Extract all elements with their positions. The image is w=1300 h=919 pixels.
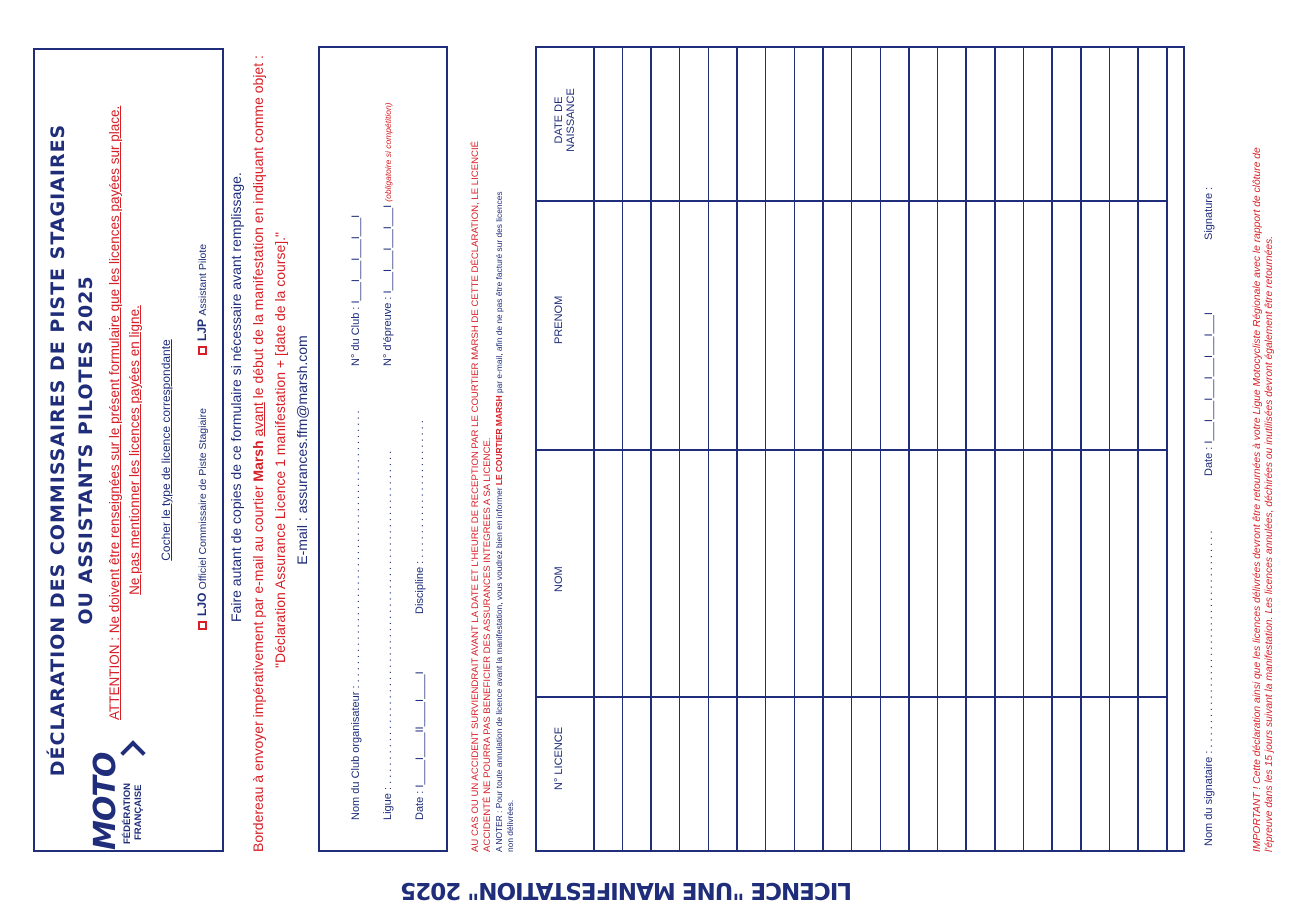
ljo-code: LJO	[195, 592, 209, 616]
table-row-separator	[851, 46, 853, 852]
send-instruction-a: Bordereau à envoyer impérativement par e-mail au courtier	[250, 481, 266, 852]
table-row-separator	[708, 46, 710, 852]
footer-signature	[1203, 46, 1223, 846]
table-row-separator	[679, 46, 681, 852]
table-row-separator	[794, 46, 796, 852]
table-row-separator	[822, 46, 824, 852]
table-row-separator	[880, 46, 882, 852]
table-row-separator	[622, 46, 624, 852]
epreuve-number-field[interactable]	[382, 102, 394, 366]
table-row-separator	[1137, 46, 1139, 852]
table-row-separator	[650, 46, 652, 852]
warning-line2: ACCIDENTÉ NE POURRA PAS BENEFICIER DES ASSURANCES INTEGREES A SA LICENCE.	[482, 437, 493, 852]
header-date-naissance-label: DATE DE NAISSANCE	[553, 88, 577, 152]
ffm-logo	[88, 730, 158, 850]
signataire-name-field[interactable]: Nom du signataire : . . . . . . . . . . . . . . . . . . . . . . . . . . . . . . . . . . . .	[1203, 530, 1215, 846]
email-subject: "Déclaration Assurance Licence 1 manifestation + [date de la course]."	[272, 231, 288, 669]
important-line1: IMPORTANT ! Cette déclaration ainsi que les licences délivrées devront être retournées à votre Ligue Motocycliste Régionale avec le rapport de clôture de	[1252, 147, 1263, 852]
table-row-separator	[736, 46, 738, 852]
warning-block	[470, 40, 530, 852]
attention-text	[107, 60, 122, 720]
ljo-option[interactable]	[195, 408, 209, 630]
table-row-separator	[1023, 46, 1025, 852]
signature-date-field[interactable]: Date : I___I___I___I___I___I___I	[1203, 312, 1215, 476]
header-date-naissance	[553, 80, 577, 160]
epreuve-number-label: N° d'épreuve : I___I___I___I___I	[382, 204, 394, 366]
ljp-checkbox[interactable]	[198, 346, 207, 355]
table-row-separator	[965, 46, 967, 852]
cancel-note-line2: non délivrées.	[505, 799, 515, 852]
cancel-note	[494, 191, 504, 852]
logo-line2: FRANÇAISE	[133, 784, 144, 840]
table-row-separator	[937, 46, 939, 852]
important-line2: l'épreuve dans les 15 jours suivant la manifestation. Les licences annulées, déchirées ou inutilisées devront également être retournées.	[1264, 235, 1275, 852]
signature-field[interactable]: Signature :	[1203, 186, 1215, 240]
side-banner: LICENCE "UNE MANIFESTATION" 2025	[401, 877, 852, 903]
attention-line2: Ne pas mentionner les licences payées en ligne.	[127, 305, 142, 595]
table-row-separator	[1166, 46, 1168, 852]
cocher-instruction: Cocher le type de licence correspondante	[159, 339, 173, 561]
header-prenom: PRENOM	[553, 295, 565, 344]
send-instruction-avant: avant	[250, 402, 266, 437]
table-row-separator	[1109, 46, 1111, 852]
ljp-label: Assistant Pilote	[197, 243, 209, 316]
table-row-separator	[593, 46, 595, 852]
ljo-checkbox[interactable]	[198, 621, 207, 630]
logo-line1: FÉDÉRATION	[122, 782, 133, 844]
send-instruction	[250, 55, 266, 852]
ljo-label: Officiel Commissaire de Piste Stagiaire	[197, 408, 209, 590]
ljp-code: LJP	[195, 318, 209, 341]
date-field[interactable]: Date : I____I____II____I____I	[414, 671, 426, 820]
attention-prefix: ATTENTION :	[107, 633, 122, 720]
ljp-option[interactable]	[195, 244, 209, 355]
header-licence: N° LICENCE	[553, 726, 565, 790]
cancel-note-c: par e-mail, afin de ne pas être facturé sur des licences	[494, 191, 504, 396]
attention-body: Ne doivent être renseignées sur le présent formulaire que les licences payées sur place.	[107, 105, 122, 634]
table-row-separator	[1080, 46, 1082, 852]
header-nom: NOM	[553, 566, 565, 592]
send-instruction-marsh: Marsh	[250, 440, 266, 482]
obligatoire-note: (obligatoire si compétition)	[383, 102, 393, 202]
logo-chevron	[120, 740, 145, 765]
table-row-separator	[994, 46, 996, 852]
form-title-line1: DÉCLARATION DES COMMISSAIRES DE PISTE STAGIAIRES	[47, 123, 69, 777]
cancel-note-a: A NOTER : Pour toute annulation de licence avant la manifestation, vous voudrez bien en informer	[494, 485, 504, 852]
instructions	[228, 48, 320, 852]
table-row-separator	[1051, 46, 1053, 852]
form-title-line2: OU ASSISTANTS PILOTES 2025	[75, 275, 97, 625]
table-row-separator	[908, 46, 910, 852]
cancel-note-marsh: LE COURTIER MARSH	[494, 395, 504, 486]
table-row-separator	[765, 46, 767, 852]
club-number-field[interactable]: N° du Club : I___I___I___I___I	[350, 214, 362, 366]
warning-line1: AU CAS OU UN ACCIDENT SURVIENDRAIT AVANT LA DATE ET L'HEURE DE RECEPTION PAR LE COURTIER MARSH DE CETTE DÉCLARATION, LE LICENCIÉ	[470, 140, 481, 852]
important-note	[1252, 40, 1282, 852]
copies-instruction: Faire autant de copies de ce formulaire si nécessaire avant remplissage.	[228, 172, 244, 622]
ligue-field[interactable]: Ligue : . . . . . . . . . . . . . . . . . . . . . . . . . . . . . . . . . . . . . . . . . . . . . . . . . . . . . . .	[382, 450, 394, 820]
send-instruction-d: le début de la manifestation en indiquant comme objet :	[250, 55, 266, 403]
club-info-content	[320, 48, 446, 850]
email-address: E-mail : assurances.ffm@marsh.com	[294, 335, 310, 565]
logo-brand: MOTO	[88, 752, 123, 850]
discipline-field[interactable]: Discipline : . . . . . . . . . . . . . . . . . . . . . . .	[414, 420, 426, 614]
club-name-field[interactable]: Nom du Club organisateur : . . . . . . . . . . . . . . . . . . . . . . . . . . . . . . . . . . . . . . . . . . . . .	[350, 410, 362, 820]
